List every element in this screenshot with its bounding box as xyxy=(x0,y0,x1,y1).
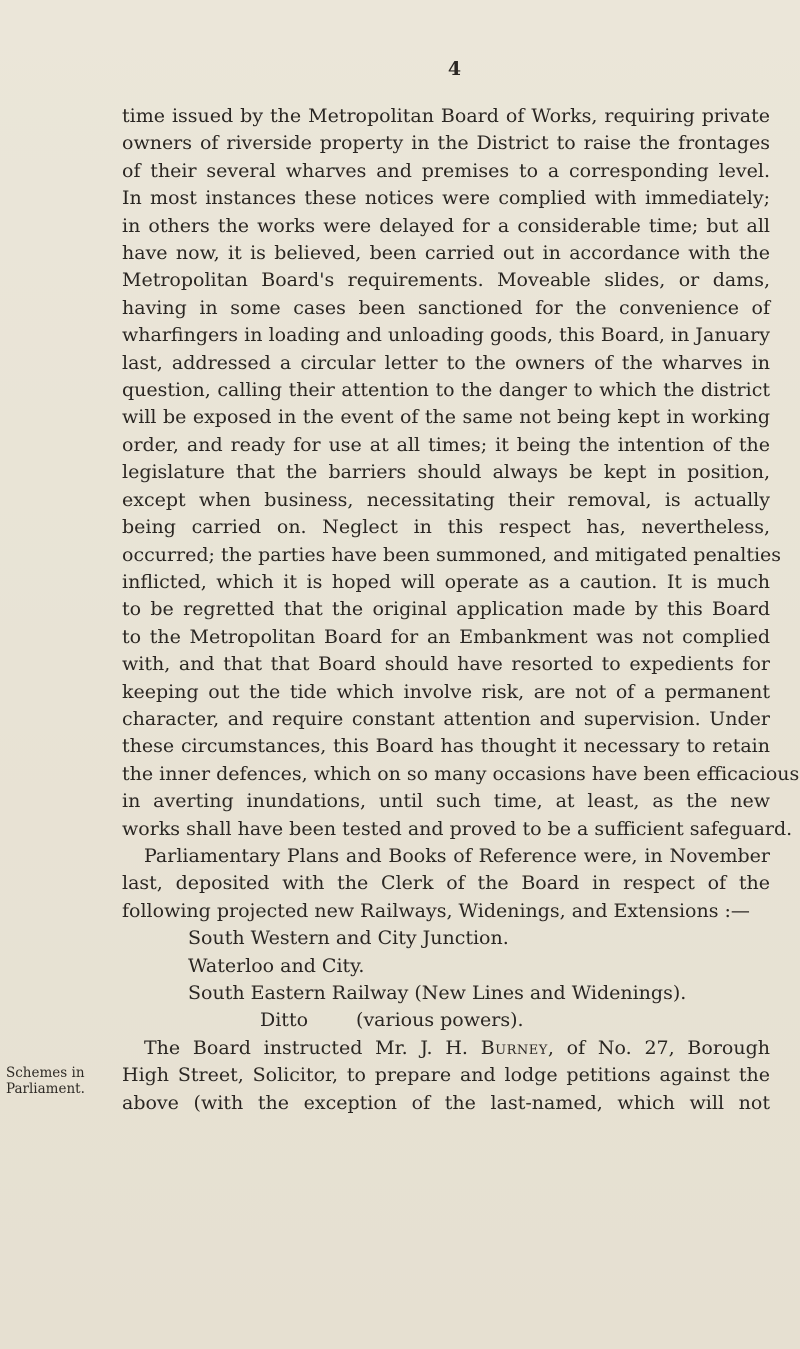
text-line: of their several wharves and premises to a corresponding level. xyxy=(122,159,770,182)
text-line: Metropolitan Board's requirements. Moveable slides, or dams, xyxy=(122,269,770,292)
body-text xyxy=(122,103,800,1117)
text-line: will be exposed in the event of the same not being kept in working xyxy=(122,406,770,429)
text-line: works shall have been tested and proved to be a sufficient safeguard. xyxy=(122,817,793,840)
text-line: last, addressed a circular letter to the owners of the wharves in xyxy=(122,351,770,374)
text-line: with, and that that Board should have resorted to expedients for xyxy=(122,653,770,676)
text-fragment: The Board instructed Mr. J. H. xyxy=(144,1036,481,1059)
paragraph-petitions xyxy=(122,1035,770,1117)
list-item: South Eastern Railway (New Lines and Widenings). xyxy=(188,982,687,1004)
list-item-description: (various powers). xyxy=(356,1009,524,1032)
page-number: 4 xyxy=(447,58,463,80)
text-line: in averting inundations, until such time, at least, as the new xyxy=(122,790,770,813)
schemes-list xyxy=(122,925,770,1035)
solicitor-name: Burney xyxy=(480,1036,548,1059)
text-line: being carried on. Neglect in this respect has, nevertheless, xyxy=(122,516,770,539)
list-item: South Western and City Junction. xyxy=(188,927,509,950)
text-line: keeping out the tide which involve risk, are not of a permanent xyxy=(122,680,770,703)
text-line: owners of riverside property in the District to raise the frontages xyxy=(122,132,770,155)
text-line: character, and require constant attention and supervision. Under xyxy=(122,707,770,730)
text-line: following projected new Railways, Widenings, and Extensions :— xyxy=(122,899,750,922)
text-line: High Street, Solicitor, to prepare and lodge petitions against the xyxy=(122,1064,770,1087)
text-line: time issued by the Metropolitan Board of Works, requiring private xyxy=(122,105,770,127)
text-line: having in some cases been sanctioned for the convenience of xyxy=(122,296,770,319)
text-line: Parliamentary Plans and Books of Reference were, in November xyxy=(144,844,770,867)
text-line: in others the works were delayed for a considerable time; but all xyxy=(122,214,770,237)
text-line: occurred; the parties have been summoned, and mitigated penalties xyxy=(122,543,782,566)
marginal-note-line: Schemes in xyxy=(6,1065,85,1081)
marginal-note xyxy=(6,1065,116,1097)
paragraph-schemes-in-parliament xyxy=(122,843,770,925)
text-line: have now, it is believed, been carried out in accordance with the xyxy=(122,242,770,265)
text-line xyxy=(122,1035,770,1062)
text-line: wharfingers in loading and unloading goods, this Board, in January xyxy=(122,324,770,347)
text-line: to the Metropolitan Board for an Embankment was not complied xyxy=(122,625,770,648)
text-line: question, calling their attention to the danger to which the district xyxy=(122,379,770,402)
text-line: In most instances these notices were complied with immediately; xyxy=(122,187,770,210)
text-line: last, deposited with the Clerk of the Board in respect of the xyxy=(122,872,770,895)
text-line: legislature that the barriers should always be kept in position, xyxy=(122,461,770,484)
marginal-note-line: Parliament. xyxy=(6,1081,85,1097)
list-item: Waterloo and City. xyxy=(188,954,365,977)
text-line: order, and ready for use at all times; it being the intention of the xyxy=(122,433,770,456)
text-line: the inner defences, which on so many occasions have been efficacious xyxy=(122,762,800,785)
text-line: inflicted, which it is hoped will operate as a caution. It is much xyxy=(122,570,770,593)
paragraph-embankment xyxy=(122,103,800,843)
text-line: to be regretted that the original application made by this Board xyxy=(122,598,770,621)
text-line: except when business, necessitating their removal, is actually xyxy=(122,488,770,511)
text-line: these circumstances, this Board has thought it necessary to retain xyxy=(122,735,770,758)
list-item xyxy=(122,1007,770,1034)
text-line: above (with the exception of the last-named, which will not xyxy=(122,1091,770,1114)
text-fragment: , of No. 27, Borough xyxy=(547,1036,770,1059)
ditto-mark: Ditto xyxy=(260,1009,309,1032)
